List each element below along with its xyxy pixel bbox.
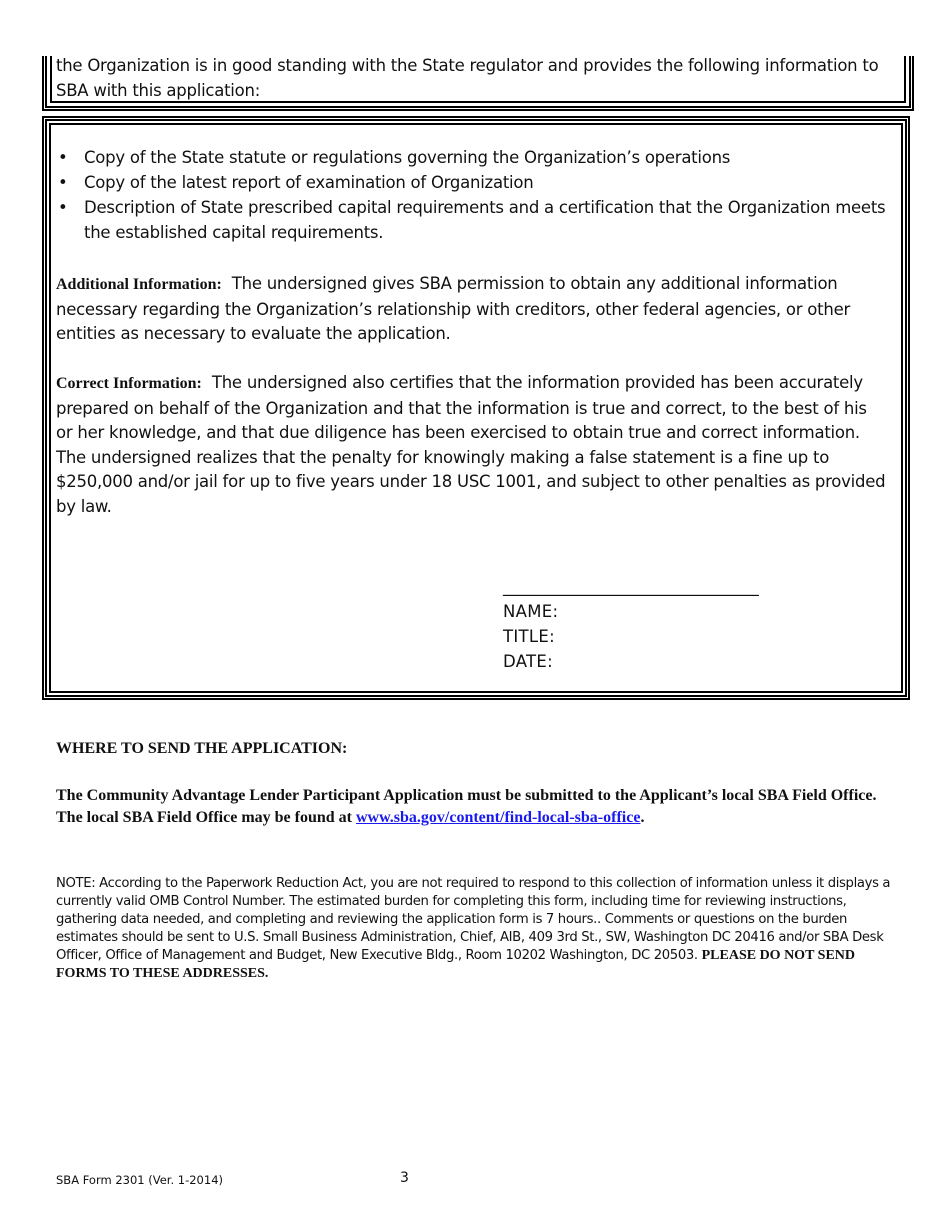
- note-text: NOTE: According to the Paperwork Reduction Act, you are not required to respond to this collection of information unless it displays a currently valid OMB Control Number. The estimated burden for completing this form, including time for reviewing instructions, gathering data needed, and completing and reviewing the application form is 7 hours.. Comments or questions on the burden estimates should be sent to U.S. Small Business Administration, Chief, AIB, 409 3rd St., SW, Washington DC 20416 and/or SBA Desk Officer, Office of Management and Budget, New Executive Bldg., Room 10202 Washington, DC 20503.: [56, 876, 891, 963]
- date-label: DATE:: [503, 652, 553, 671]
- additional-information-text: The undersigned gives SBA permission to obtain any additional information necessary regarding the Organization’s relationship with creditors, other federal agencies, or other entities as necessary to evaluate the application.: [56, 274, 851, 343]
- correct-information-heading: Correct Information:: [56, 375, 202, 392]
- page-number: 3: [400, 1170, 409, 1186]
- paperwork-reduction-note: [56, 875, 906, 983]
- required-documents-list: [56, 145, 886, 245]
- name-label: NAME:: [503, 602, 559, 621]
- field-office-link[interactable]: www.sba.gov/content/find-local-sba-office: [356, 809, 641, 826]
- bullet-icon: •: [58, 173, 68, 192]
- send-application-heading: WHERE TO SEND THE APPLICATION:: [56, 740, 348, 757]
- additional-information-paragraph: [56, 272, 886, 347]
- send-application-text: The Community Advantage Lender Participant Application must be submitted to the Applicant’s local SBA Field Office. The local SBA Field Office may be found at www.sba.gov/content/find-local-sba-office.: [56, 787, 877, 826]
- bullet-icon: •: [58, 198, 68, 217]
- additional-information-heading: Additional Information:: [56, 276, 222, 293]
- form-identifier: SBA Form 2301 (Ver. 1-2014): [56, 1173, 223, 1187]
- signature-line: _______________________________: [503, 577, 759, 596]
- list-item: • Description of State prescribed capital requirements and a certification that the Organization meets the established capital requirements.: [56, 195, 886, 245]
- signature-block: [503, 574, 759, 674]
- correct-information-paragraph: [56, 371, 886, 519]
- list-item: • Copy of the State statute or regulations governing the Organization’s operations: [56, 145, 886, 170]
- bullet-icon: •: [58, 148, 68, 167]
- list-item: • Copy of the latest report of examination of Organization: [56, 170, 886, 195]
- title-label: TITLE:: [503, 627, 556, 646]
- note-emphasis: PLEASE DO NOT SEND FORMS TO THESE ADDRESSES.: [56, 948, 856, 981]
- intro-continuation-text: the Organization is in good standing with the State regulator and provides the following information to SBA with this application:: [56, 56, 879, 100]
- correct-information-text: The undersigned also certifies that the information provided has been accurately prepared on behalf of the Organization and that the information is true and correct, to the best of his or her knowledge, and that due diligence has been exercised to obtain true and correct information. The undersigned realizes that the penalty for knowingly making a false statement is a fine up to $250,000 and/or jail for up to five years under 18 USC 1001, and subject to other penalties as provided by law.: [56, 373, 886, 516]
